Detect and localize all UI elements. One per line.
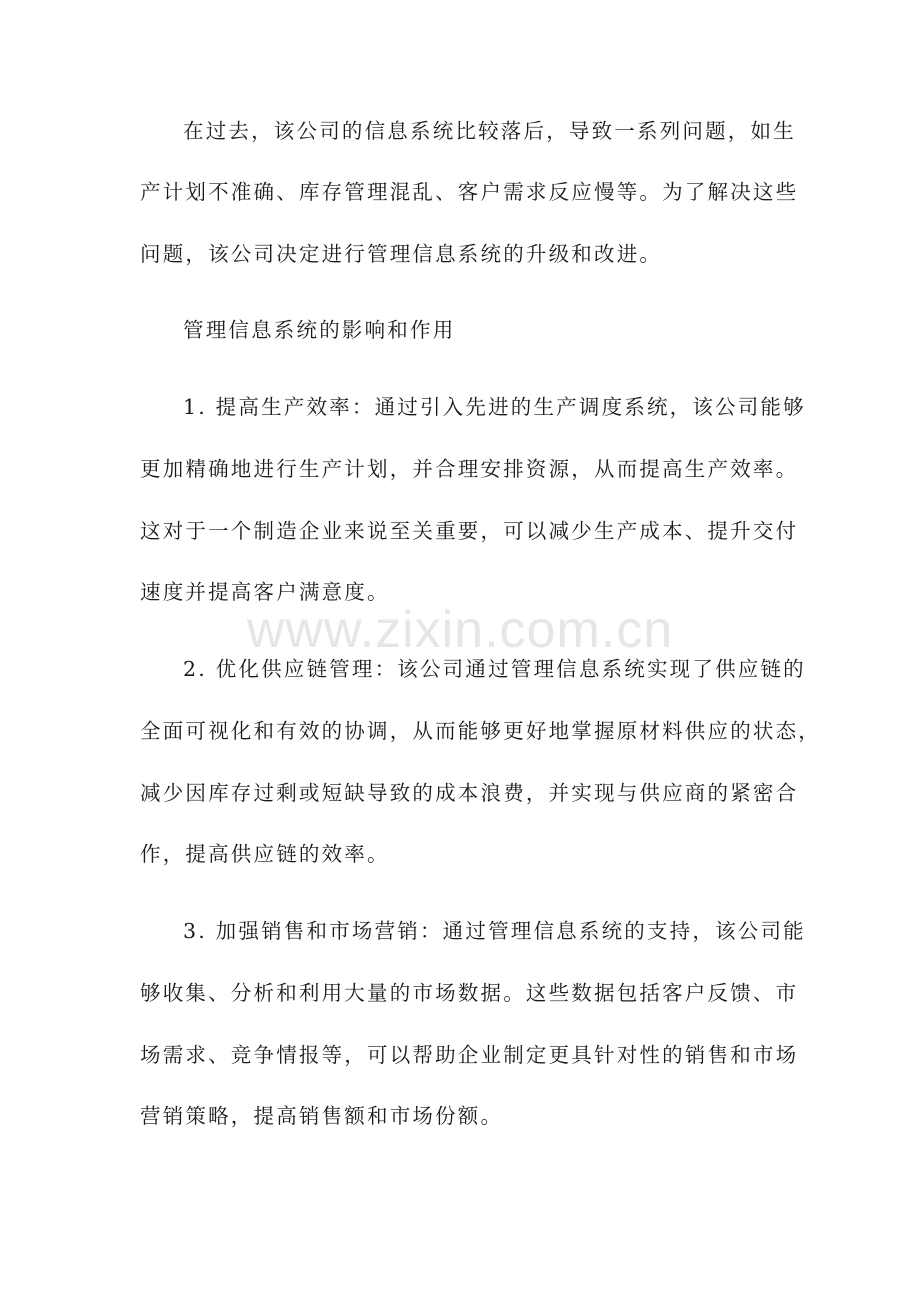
paragraph-5-line-1: 3. 加强销售和市场营销：通过管理信息系统的支持，该公司能 <box>183 919 806 943</box>
section-heading: 管理信息系统的影响和作用 <box>183 318 456 342</box>
paragraph-1-line-3: 问题，该公司决定进行管理信息系统的升级和改进。 <box>140 242 663 266</box>
paragraph-4-line-4: 作，提高供应链的效率。 <box>140 842 390 866</box>
paragraph-4-line-1: 2. 优化供应链管理：该公司通过管理信息系统实现了供应链的 <box>183 657 806 681</box>
paragraph-4-line-3: 减少因库存过剩或短缺导致的成本浪费，并实现与供应商的紧密合 <box>140 781 799 805</box>
paragraph-1-line-1: 在过去，该公司的信息系统比较落后，导致一系列问题，如生 <box>183 119 796 143</box>
paragraph-4-line-2: 全面可视化和有效的协调，从而能够更好地掌握原材料供应的状态， <box>140 719 821 743</box>
paragraph-3-line-1: 1. 提高生产效率：通过引入先进的生产调度系统，该公司能够 <box>183 395 806 419</box>
paragraph-5-line-2: 够收集、分析和利用大量的市场数据。这些数据包括客户反馈、市 <box>140 981 799 1005</box>
watermark: www.zixin.com.cn <box>246 601 674 659</box>
paragraph-1-line-2: 产计划不准确、库存管理混乱、客户需求反应慢等。为了解决这些 <box>140 180 799 204</box>
paragraph-3-line-4: 速度并提高客户满意度。 <box>140 580 390 604</box>
paragraph-3-line-3: 这对于一个制造企业来说至关重要，可以减少生产成本、提升交付 <box>140 519 799 543</box>
paragraph-5-line-3: 场需求、竞争情报等，可以帮助企业制定更具针对性的销售和市场 <box>140 1043 799 1067</box>
paragraph-3-line-2: 更加精确地进行生产计划，并合理安排资源，从而提高生产效率。 <box>140 457 799 481</box>
paragraph-5-line-4: 营销策略，提高销售额和市场份额。 <box>140 1104 504 1128</box>
